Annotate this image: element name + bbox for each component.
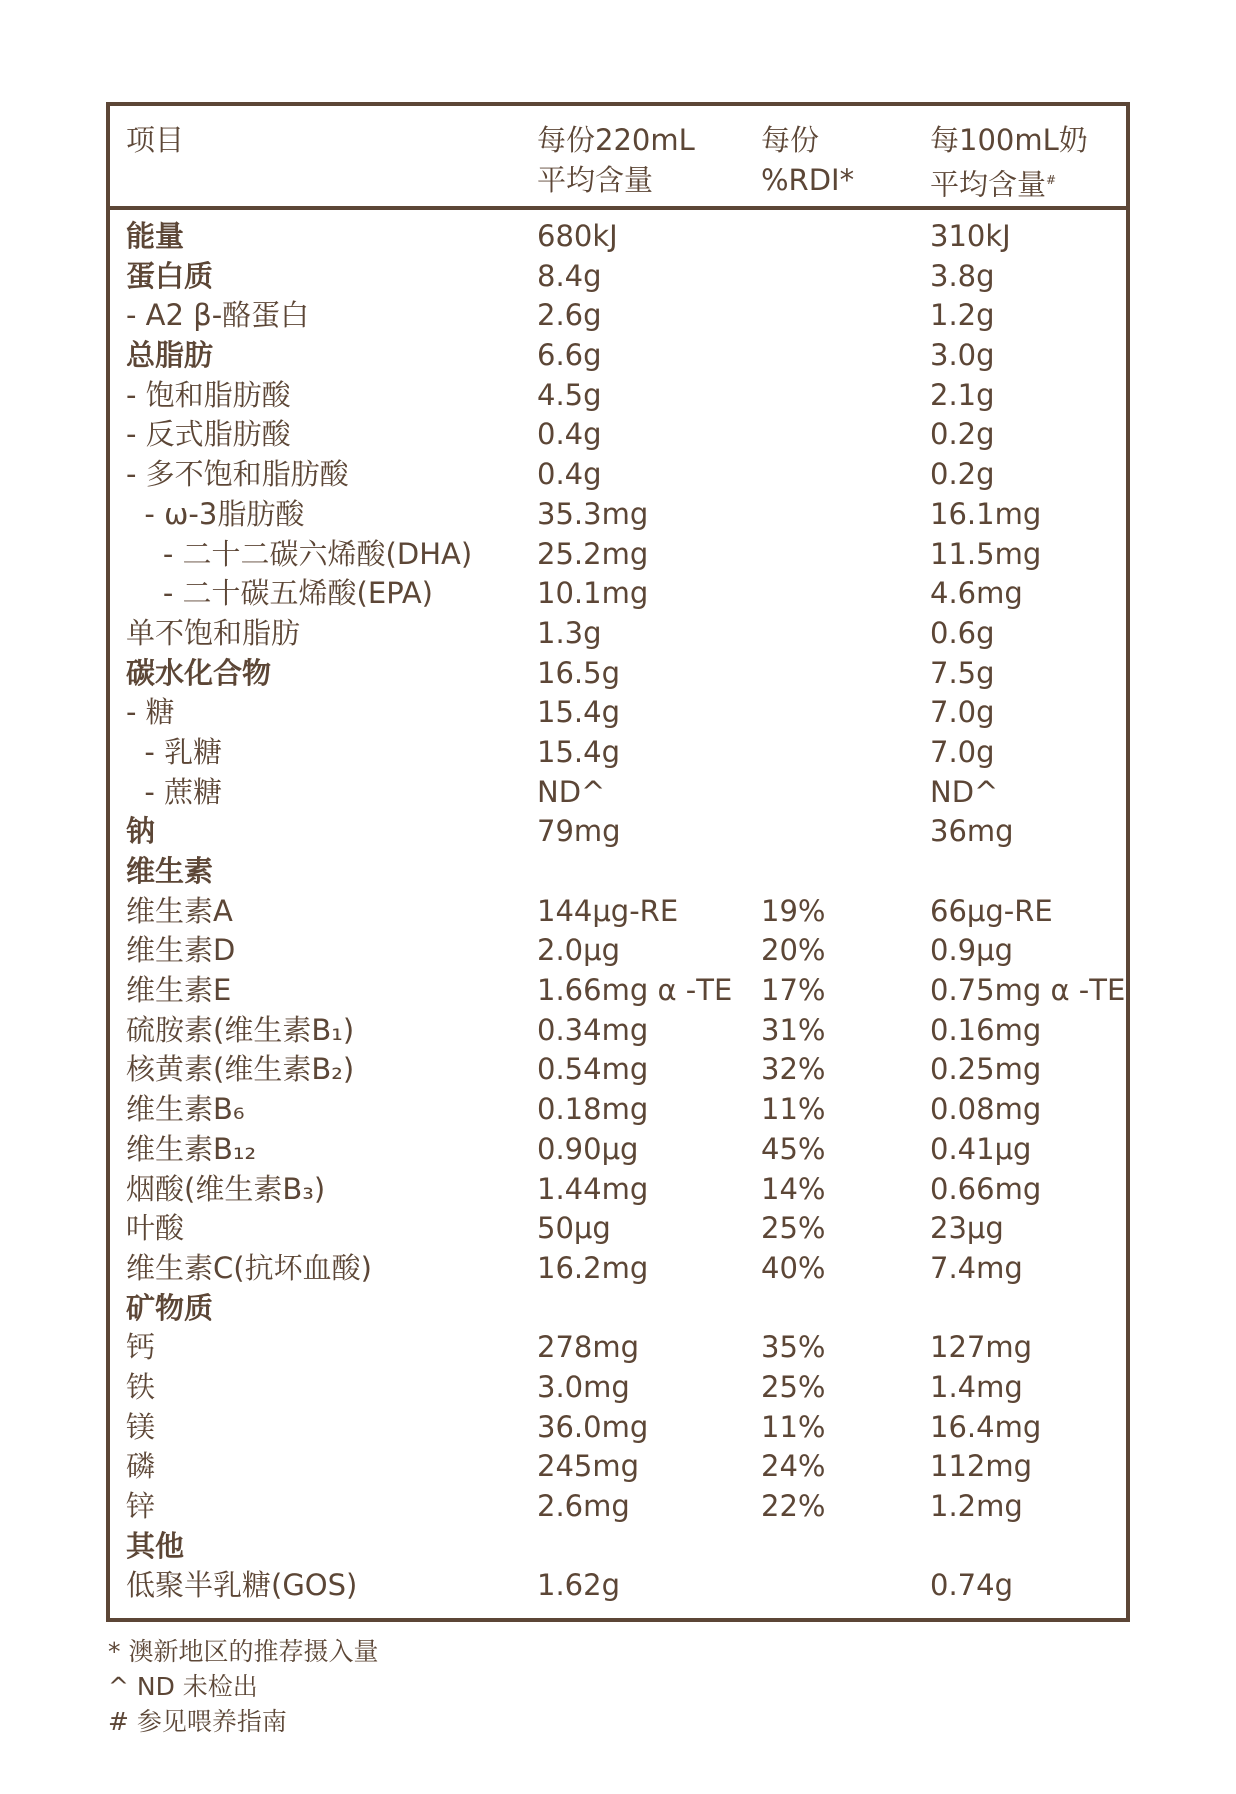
table-row [110, 732, 1126, 772]
row-per-serve: 245mg [537, 1449, 640, 1484]
table-row [110, 811, 1126, 851]
header-per-100ml-text: 每100mL奶 平均含量 [930, 123, 1088, 202]
row-rdi: 24% [761, 1449, 826, 1484]
row-per-serve: 0.4g [537, 417, 602, 452]
row-label: 镁 [126, 1409, 156, 1444]
header-footnote-mark: # [1046, 173, 1057, 187]
row-rdi: 11% [761, 1409, 826, 1444]
table-row [110, 970, 1126, 1010]
header-per-serve: 每份220mL 平均含量 [537, 123, 695, 197]
table-row [110, 692, 1126, 732]
row-per-serve: 0.34mg [537, 1012, 649, 1047]
row-rdi: 32% [761, 1052, 826, 1087]
row-per-serve: 0.18mg [537, 1092, 649, 1127]
row-label: 维生素C(抗坏血酸) [126, 1250, 372, 1285]
row-label: - 糖 [126, 695, 175, 730]
row-label: 维生素A [126, 893, 233, 928]
table-row [110, 216, 1126, 256]
row-per-serve: 1.44mg [537, 1171, 649, 1206]
row-label: 维生素E [126, 973, 232, 1008]
row-per-100ml: 7.0g [930, 734, 995, 769]
row-per-serve: 35.3mg [537, 496, 649, 531]
table-row [110, 414, 1126, 454]
row-per-100ml: 0.41μg [930, 1131, 1032, 1166]
row-per-serve: 1.3g [537, 615, 602, 650]
row-per-serve: 10.1mg [537, 576, 649, 611]
row-per-serve: ND^ [537, 774, 606, 809]
row-label: - ω-3脂肪酸 [126, 496, 305, 531]
row-rdi: 14% [761, 1171, 826, 1206]
row-label: 维生素B₁₂ [126, 1131, 257, 1166]
row-rdi: 45% [761, 1131, 826, 1166]
row-label: 核黄素(维生素B₂) [126, 1052, 355, 1087]
row-per-100ml: 3.8g [930, 258, 995, 293]
table-row [110, 930, 1126, 970]
row-label: 叶酸 [126, 1211, 185, 1246]
header-rdi: 每份 %RDI* [761, 123, 855, 197]
row-per-serve: 0.90μg [537, 1131, 639, 1166]
table-row [110, 1089, 1126, 1129]
row-per-serve: 278mg [537, 1330, 640, 1365]
header-item: 项目 [126, 123, 185, 157]
row-per-100ml: 0.2g [930, 457, 995, 492]
row-label: 矿物质 [126, 1290, 214, 1325]
row-rdi: 20% [761, 933, 826, 968]
row-per-100ml: 1.4mg [930, 1369, 1023, 1404]
header-per-100ml [930, 120, 1088, 205]
row-per-serve: 8.4g [537, 258, 602, 293]
table-row [110, 1169, 1126, 1209]
row-per-serve: 4.5g [537, 377, 602, 412]
row-per-100ml: 0.25mg [930, 1052, 1042, 1087]
row-per-100ml: 7.4mg [930, 1250, 1023, 1285]
row-per-100ml: 0.6g [930, 615, 995, 650]
row-label: - 多不饱和脂肪酸 [126, 457, 349, 492]
row-per-serve: 0.54mg [537, 1052, 649, 1087]
row-per-100ml: 11.5mg [930, 536, 1042, 571]
row-per-serve: 15.4g [537, 695, 620, 730]
row-per-serve: 680kJ [537, 219, 618, 253]
row-per-100ml: ND^ [930, 774, 999, 809]
table-row [110, 1526, 1126, 1566]
row-per-100ml: 66μg-RE [930, 893, 1053, 928]
row-per-100ml: 7.0g [930, 695, 995, 730]
row-per-100ml: 16.4mg [930, 1409, 1042, 1444]
row-per-100ml: 1.2mg [930, 1489, 1023, 1523]
row-per-serve: 36.0mg [537, 1409, 649, 1444]
row-label: - 反式脂肪酸 [126, 417, 291, 452]
row-rdi: 25% [761, 1211, 826, 1246]
row-per-100ml: 36mg [930, 814, 1014, 849]
row-per-100ml: 112mg [930, 1449, 1033, 1484]
row-label: 单不饱和脂肪 [126, 615, 301, 650]
table-row [110, 454, 1126, 494]
row-label: 维生素B₆ [126, 1092, 245, 1127]
row-per-100ml: 0.75mg α -TE [930, 973, 1126, 1008]
row-rdi: 22% [761, 1489, 826, 1523]
row-per-100ml: 127mg [930, 1330, 1033, 1365]
table-row [110, 375, 1126, 415]
row-per-serve: 2.6g [537, 298, 602, 333]
row-label: 磷 [126, 1449, 156, 1484]
row-label: 钙 [126, 1330, 156, 1365]
row-per-serve: 3.0mg [537, 1369, 630, 1404]
row-rdi: 25% [761, 1369, 826, 1404]
table-row [110, 1446, 1126, 1486]
row-per-serve: 1.62g [537, 1568, 620, 1603]
row-per-100ml: 0.9μg [930, 933, 1013, 968]
row-label: - 二十碳五烯酸(EPA) [126, 576, 433, 611]
row-per-serve: 16.5g [537, 655, 620, 690]
row-label: 维生素 [126, 854, 214, 888]
row-per-serve: 1.66mg α -TE [537, 973, 733, 1008]
row-per-100ml: 0.74g [930, 1568, 1013, 1603]
row-label: 低聚半乳糖(GOS) [126, 1568, 358, 1603]
footnote: * 澳新地区的推荐摄入量 [108, 1637, 379, 1666]
row-per-serve: 50μg [537, 1211, 611, 1246]
row-label: 碳水化合物 [126, 655, 272, 690]
row-label: - A2 β-酪蛋白 [126, 298, 310, 333]
table-row [110, 653, 1126, 693]
table-row [110, 494, 1126, 534]
row-rdi: 40% [761, 1250, 826, 1285]
row-label: 铁 [126, 1369, 156, 1404]
table-header [110, 106, 1126, 210]
row-per-serve: 0.4g [537, 457, 602, 492]
row-rdi: 35% [761, 1330, 826, 1365]
row-per-100ml: 23μg [930, 1211, 1004, 1246]
table-row [110, 1248, 1126, 1288]
row-per-serve: 79mg [537, 814, 621, 849]
footnote: ^ ND 未检出 [108, 1672, 258, 1701]
row-per-serve: 6.6g [537, 338, 602, 373]
table-row [110, 1010, 1126, 1050]
nutrition-table [106, 102, 1130, 1622]
row-label: - 饱和脂肪酸 [126, 377, 291, 412]
table-row [110, 534, 1126, 574]
footnotes [108, 1634, 378, 1739]
row-label: 烟酸(维生素B₃) [126, 1171, 326, 1206]
row-per-serve: 144μg-RE [537, 893, 679, 928]
table-body [110, 216, 1126, 1605]
table-row [110, 1049, 1126, 1089]
row-per-100ml: 0.08mg [930, 1092, 1042, 1127]
table-row [110, 613, 1126, 653]
table-row [110, 1486, 1126, 1526]
row-per-100ml: 7.5g [930, 655, 995, 690]
table-row [110, 1288, 1126, 1328]
row-label: 蛋白质 [126, 258, 214, 293]
row-label: 硫胺素(维生素B₁) [126, 1012, 355, 1047]
row-label: 维生素D [126, 933, 236, 968]
row-per-100ml: 0.16mg [930, 1012, 1042, 1047]
row-label: - 二十二碳六烯酸(DHA) [126, 536, 473, 571]
row-label: 锌 [126, 1489, 156, 1523]
table-row [110, 772, 1126, 812]
table-row [110, 1367, 1126, 1407]
row-per-serve: 15.4g [537, 734, 620, 769]
row-per-100ml: 0.66mg [930, 1171, 1042, 1206]
table-row [110, 1565, 1126, 1605]
row-label: 钠 [126, 814, 156, 849]
row-rdi: 17% [761, 973, 826, 1008]
table-row [110, 1407, 1126, 1447]
row-label: 总脂肪 [126, 338, 214, 373]
table-row [110, 335, 1126, 375]
row-per-100ml: 3.0g [930, 338, 995, 373]
row-per-100ml: 4.6mg [930, 576, 1023, 611]
row-rdi: 31% [761, 1012, 826, 1047]
table-row [110, 891, 1126, 931]
table-row [110, 295, 1126, 335]
row-per-serve: 16.2mg [537, 1250, 649, 1285]
table-row [110, 851, 1126, 891]
row-label: 其他 [126, 1528, 185, 1563]
row-label: - 乳糖 [126, 734, 223, 769]
table-row [110, 573, 1126, 613]
footnote: # 参见喂养指南 [108, 1707, 287, 1736]
row-per-100ml: 2.1g [930, 377, 995, 412]
table-row [110, 1129, 1126, 1169]
row-rdi: 19% [761, 893, 826, 928]
row-per-100ml: 0.2g [930, 417, 995, 452]
row-per-serve: 25.2mg [537, 536, 649, 571]
row-per-serve: 2.0μg [537, 933, 620, 968]
row-rdi: 11% [761, 1092, 826, 1127]
table-row [110, 1327, 1126, 1367]
row-label: 能量 [126, 219, 185, 253]
row-per-100ml: 1.2g [930, 298, 995, 333]
row-per-100ml: 310kJ [930, 219, 1011, 253]
table-row [110, 256, 1126, 296]
row-per-100ml: 16.1mg [930, 496, 1042, 531]
row-per-serve: 2.6mg [537, 1489, 630, 1523]
table-row [110, 1208, 1126, 1248]
row-label: - 蔗糖 [126, 774, 223, 809]
